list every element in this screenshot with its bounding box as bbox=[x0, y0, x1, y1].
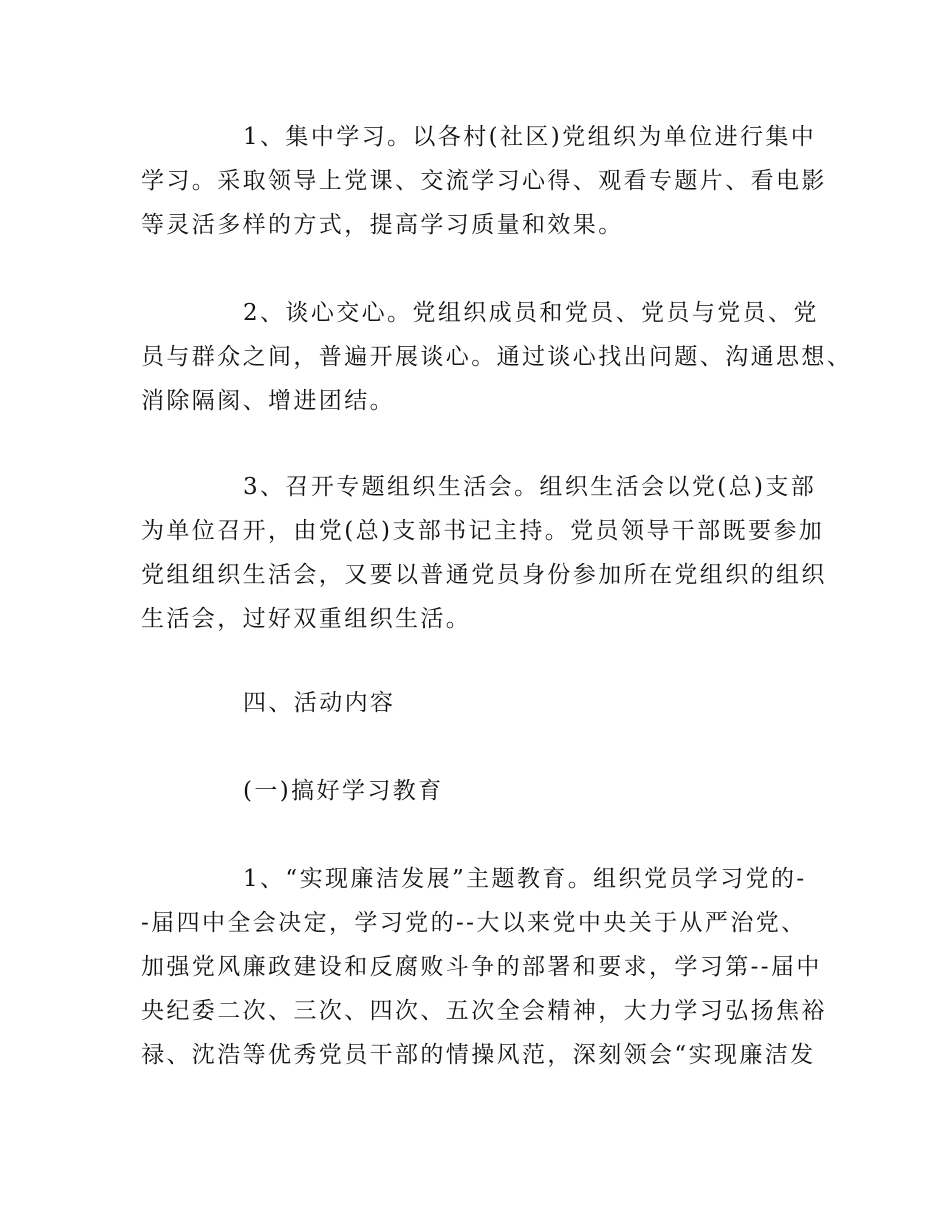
paragraph-1-line-2: 学习。采取领导上党课、交流学习心得、观看专题片、看电影 bbox=[141, 168, 827, 194]
paragraph-4-line-2: -届四中全会决定，学习党的--大以来党中央关于从严治党、 bbox=[141, 910, 807, 936]
paragraph-2-line-2: 员与群众之间，普遍开展谈心。通过谈心找出问题、沟通思想、 bbox=[141, 344, 853, 370]
paragraph-3-line-2: 为单位召开，由党(总)支部书记主持。党员领导干部既要参加 bbox=[141, 518, 825, 544]
paragraph-1-line-1: 1、集中学习。以各村(社区)党组织为单位进行集中 bbox=[243, 124, 817, 150]
paragraph-1-line-3: 等灵活多样的方式，提高学习质量和效果。 bbox=[141, 212, 624, 238]
paragraph-3-line-4: 生活会，过好双重组织生活。 bbox=[141, 606, 472, 632]
paragraph-4-line-1: 1、“实现廉洁发展”主题教育。组织党员学习党的- bbox=[243, 866, 807, 892]
paragraph-3-line-3: 党组组织生活会，又要以普通党员身份参加所在党组织的组织 bbox=[141, 562, 827, 588]
paragraph-4-line-5: 禄、沈浩等优秀党员干部的情操风范，深刻领会“实现廉洁发 bbox=[141, 1042, 816, 1068]
paragraph-3-line-1: 3、召开专题组织生活会。组织生活会以党(总)支部 bbox=[243, 474, 817, 500]
paragraph-2-line-3: 消除隔阂、增进团结。 bbox=[141, 388, 395, 414]
paragraph-2-line-1: 2、谈心交心。党组织成员和党员、党员与党员、党 bbox=[243, 300, 819, 326]
section-heading: 四、活动内容 bbox=[243, 690, 396, 716]
paragraph-4-line-3: 加强党风廉政建设和反腐败斗争的部署和要求，学习第--届中 bbox=[141, 954, 822, 980]
subsection-heading: (一)搞好学习教育 bbox=[243, 778, 444, 804]
paragraph-4-line-4: 央纪委二次、三次、四次、五次全会精神，大力学习弘扬焦裕 bbox=[141, 998, 827, 1024]
